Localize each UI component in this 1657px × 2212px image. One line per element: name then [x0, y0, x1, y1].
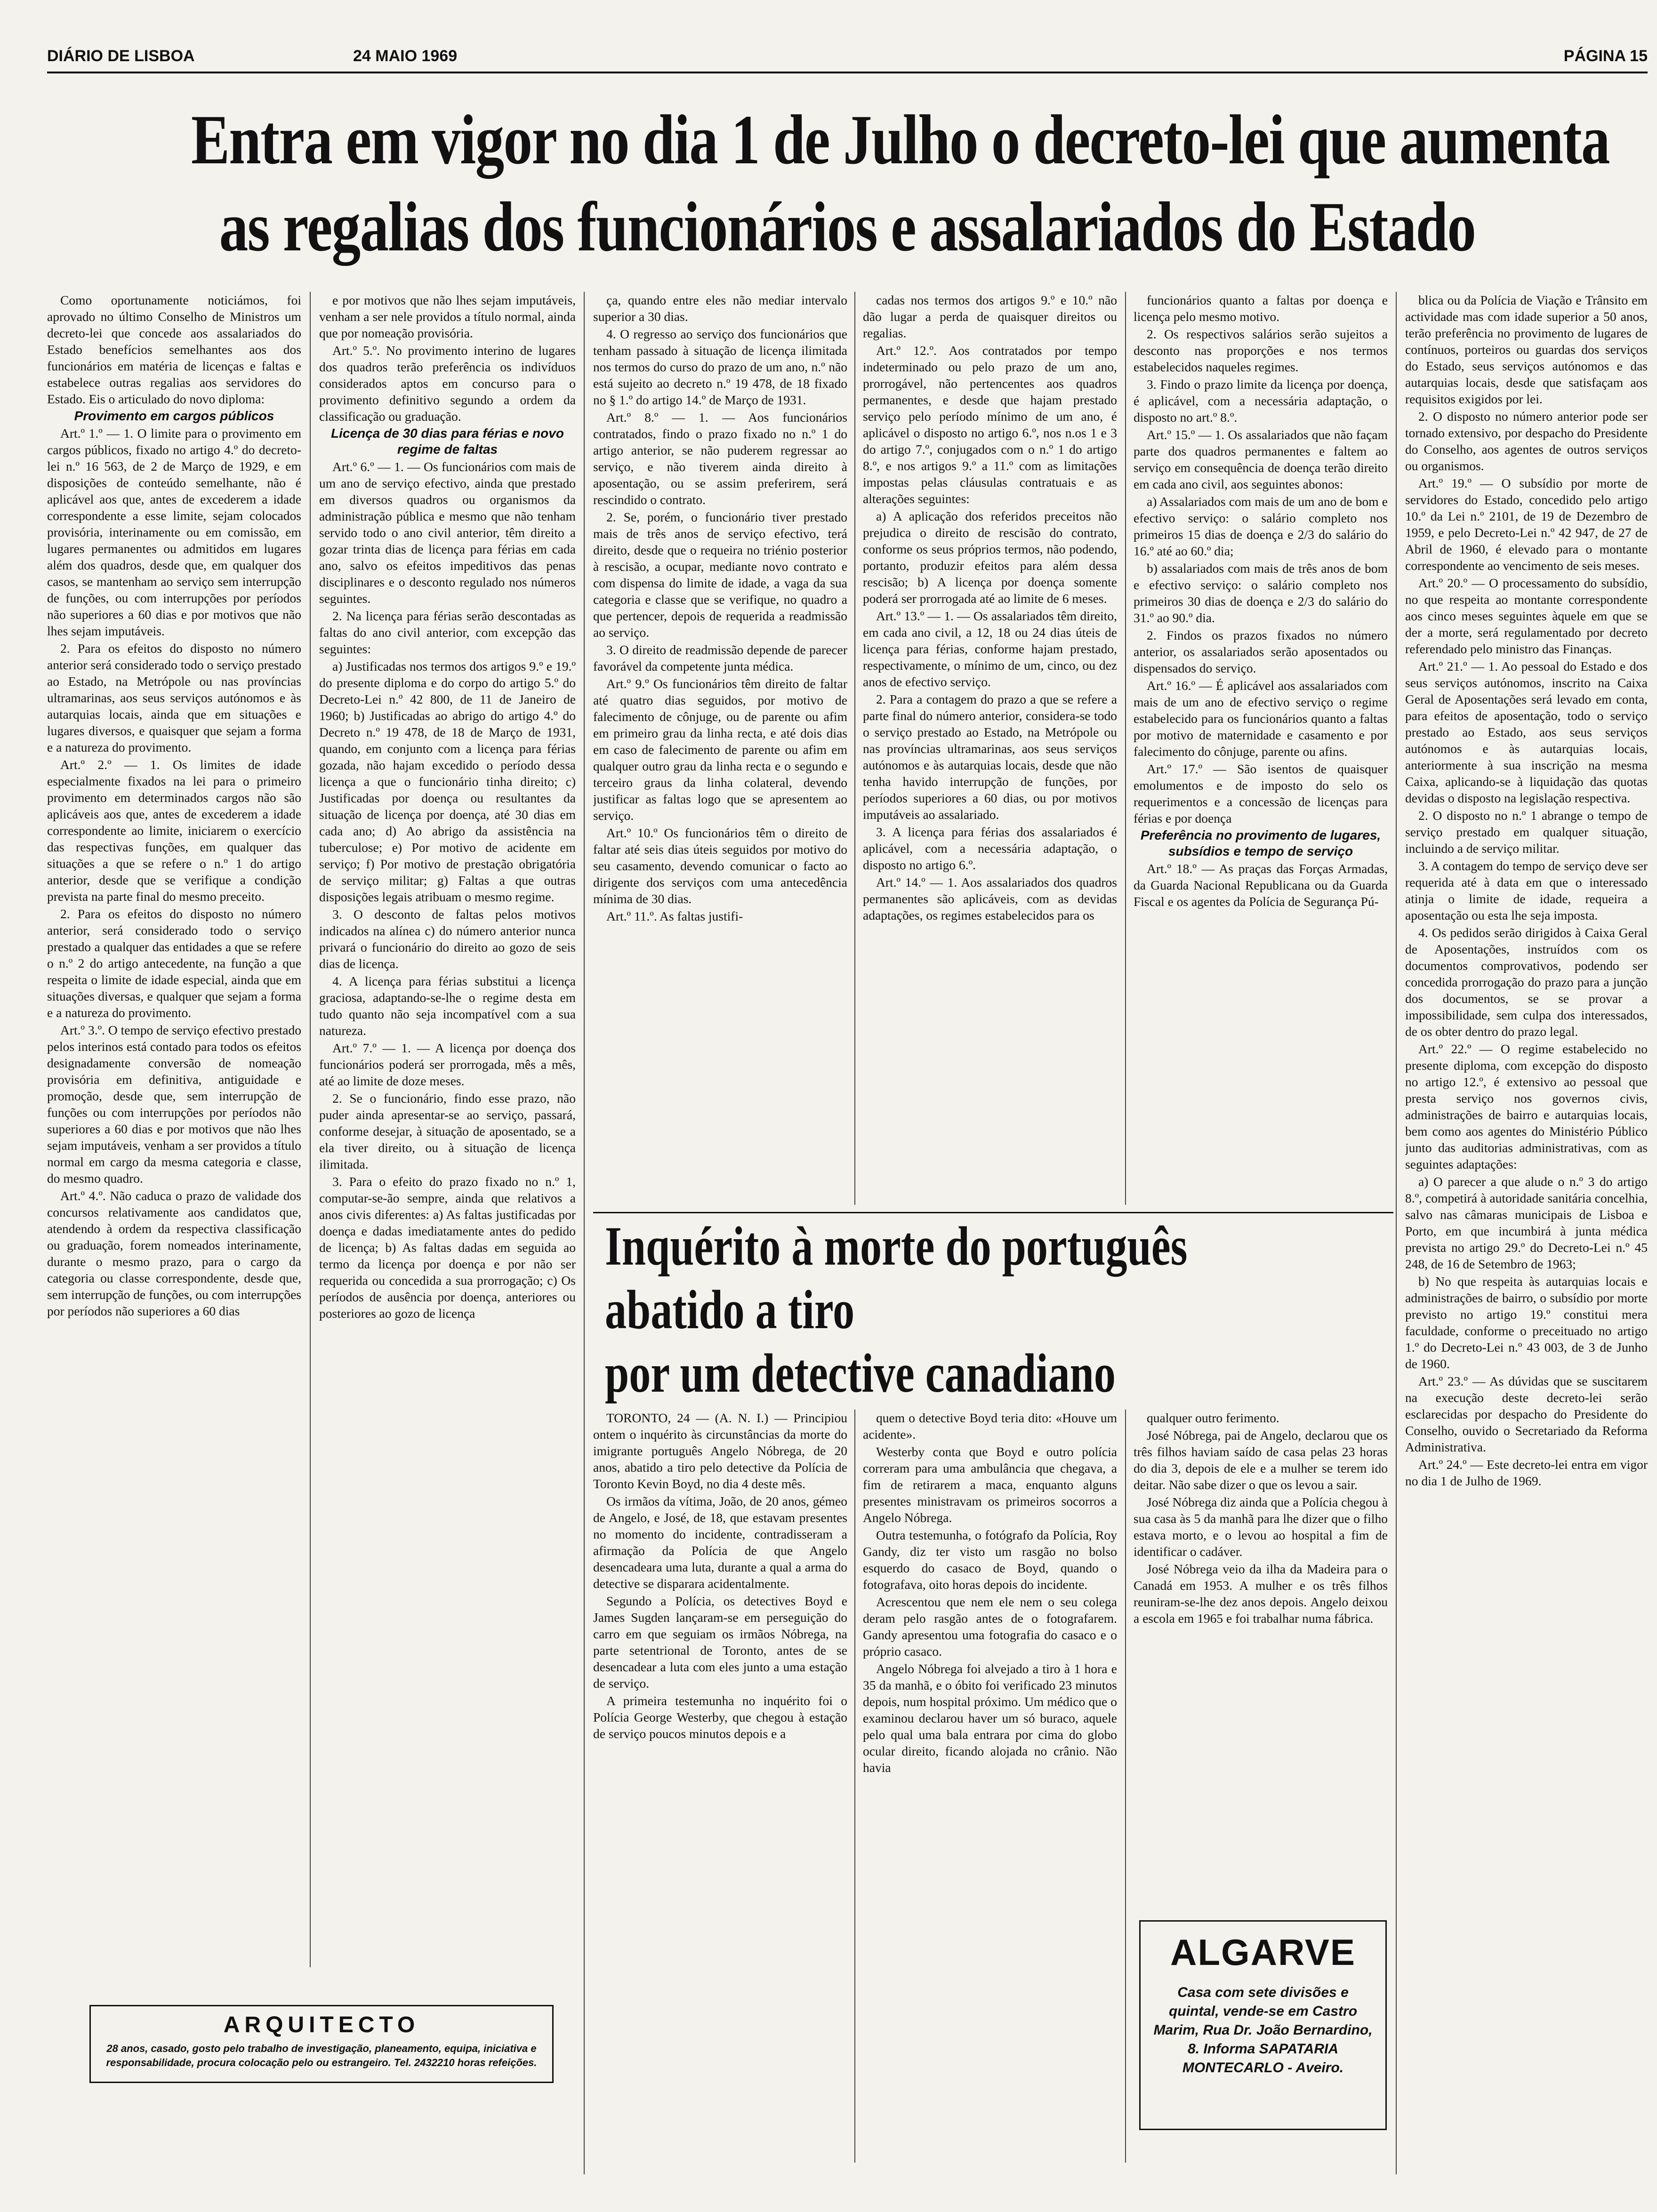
paragraph: Art.º 19.º — O subsídio por morte de servidores do Estado, concedido pelo artigo 10.º da Lei n.º 2101, de 19 de Dezembro de 1959, e pelo Decreto-Lei n.º 42 947, de 27 de Abril de 1960, é elevado para o montante correspondente ao vencimento de seis meses.: [1405, 476, 1648, 573]
paragraph: Art.º 24.º — Este decreto-lei entra em vigor no dia 1 de Julho de 1969.: [1405, 1457, 1648, 1488]
headline-line-2: as regalias dos funcionários e assalariados do Estado: [219, 188, 1476, 266]
article-column-3: [593, 292, 847, 1205]
paragraph: 3. A licença para férias dos assalariados é aplicável, com a necessária adaptação, o disposto no artigo 6.º.: [863, 825, 1117, 872]
paragraph: 2. O disposto no número anterior pode ser tornado extensivo, por despacho do Presidente do Conselho, aos agentes de outros serviços ou organismos.: [1405, 409, 1648, 473]
paragraph: Art.º 8.º — 1. — Aos funcionários contratados, findo o prazo fixado no n.º 1 do artigo anterior, se não puderem regressar ao serviço, e não tiverem ainda direito à aposentação, ou se assim preferirem, será rescindido o contrato.: [593, 410, 847, 507]
paragraph: Art.º 3.º. O tempo de serviço efectivo prestado pelos interinos está contado para todos os efeitos designadamente conversão de nomeação provisória em definitiva, antiguidade e promoção, desde que, sem interrupção de funções ou com interrupções por períodos não superiores a 60 dias e por motivos que não lhes sejam imputáveis, venham a ser providos a título normal em cargo da mesma categoria e classe, do mesmo quadro.: [47, 1023, 301, 1186]
paragraph: 2. Para os efeitos do disposto no número anterior, será considerado todo o serviço prestado a qualquer das entidades a que se refere o n.º 2 do artigo antecedente, na função a que respeita o limite de idade especial, ainda que em situações diversas, e qualquer que sejam a forma e a natureza do provimento.: [47, 906, 301, 1020]
paragraph: Como oportunamente noticiámos, foi aprovado no último Conselho de Ministros um decreto-lei que concede aos assalariados do Estado benefícios semelhantes aos dos funcionários em matéria de licenças e faltas e estabelece outras regalias aos servidores do Estado. Eis o articulado do novo diploma:: [47, 293, 301, 406]
paragraph: 3. Para o efeito do prazo fixado no n.º 1, computar-se-ão sempre, ainda que relativos a anos civis diferentes: a) As faltas justificadas por doença e dadas imediatamente antes do pedido de licença; b) As faltas dadas em seguida ao termo da licença por doença e por não ser requerida ou concedida a sua prorrogação; c) Os períodos de ausência por doença, anteriores ou posteriores ao gozo de licença: [319, 1174, 576, 1321]
paragraph: Art.º 14.º — 1. Aos assalariados dos quadros permanentes são aplicáveis, com as devidas adaptações, os regimes estabelecidos para os: [863, 875, 1117, 922]
paragraph: b) No que respeita às autarquias locais e administrações de bairro, o subsídio por morte previsto no artigo 19.º constitui mera faculdade, conforme o preceituado no artigo 1.º do Decreto-Lei n.º 43 003, de 3 de Junho de 1960.: [1405, 1274, 1648, 1371]
paragraph: 2. Na licença para férias serão descontadas as faltas do ano civil anterior, com excepção das seguintes:: [319, 609, 576, 656]
paragraph: José Nóbrega, pai de Angelo, declarou que os três filhos haviam saído de casa pelas 23 horas do dia 3, depois de ele e a mulher se terem ido deitar. Não sabe dizer o que os levou a sair.: [1134, 1428, 1388, 1492]
paragraph: 4. A licença para férias substitui a licença graciosa, adaptando-se-lhe o regime desta em tudo quanto não seja incompatível com a sua natureza.: [319, 974, 576, 1038]
article-column-6: [1405, 292, 1648, 2156]
paragraph: 4. O regresso ao serviço dos funcionários que tenham passado à situação de licença ilimitada nos termos do curso do prazo de um ano, n.º não está sujeito ao decreto n.º 19 478, de 18 fixado no § 1.º do artigo 14.º de Março de 1931.: [593, 327, 847, 407]
article-column-5: [1134, 292, 1388, 1205]
paragraph: Art.º 20.º — O processamento do subsídio, no que respeita ao montante correspondente aos cinco meses seguintes àquele em que se der a morte, será regulamentado por decreto referendado pelo ministro das Finanças.: [1405, 576, 1648, 656]
paragraph: Art.º 1.º — 1. O limite para o provimento em cargos públicos, fixado no artigo 4.º do decreto-lei n.º 16 563, de 2 de Março de 1929, e em disposições de conteúdo semelhante, não é aplicável aos que, antes de excederem a idade correspondente a esse limite, sejam colocados provisória, interinamente ou em comissão, em lugares permanentes ou admitidos em lugares além dos quadros, desde que, em qualquer dos casos, se mantenham ao serviço sem interrupção de funções, ou com interrupções por períodos não superiores a 60 dias e por motivos que não lhes sejam imputáveis.: [47, 426, 301, 638]
paragraph: Acrescentou que nem ele nem o seu colega deram pelo rasgão antes de o fotografarem. Gandy apresentou uma fotografia do casaco e o próprio casaco.: [863, 1595, 1117, 1659]
paragraph: José Nóbrega diz ainda que a Polícia chegou à sua casa às 5 da manhã para lhe dizer que o filho estava morto, e o levou ao hospital a fim de identificar o cadáver.: [1134, 1495, 1388, 1559]
paragraph: blica ou da Polícia de Viação e Trânsito em actividade mas com idade superior a 50 anos, terão preferência no provimento de lugares de contínuos, porteiros ou guardas dos serviços do Estado, seus serviços autónomos e das autarquias locais, desde que satisfaçam aos requisitos exigidos por lei.: [1405, 293, 1648, 406]
paragraph: A primeira testemunha no inquérito foi o Polícia George Westerby, que chegou à estação de serviço poucos minutos depois e a: [593, 1693, 847, 1741]
paragraph: Art.º 12.º. Aos contratados por tempo indeterminado ou pelo prazo de um ano, prorrogável, não pertencentes aos quadros permanentes, e desde que hajam prestado serviço pelo período mínimo de um ano, é aplicável o disposto no artigo 6.º, nos n.os 1 e 3 do artigo 7.º, conjugados com o n.º 1 do artigo 8.º, e nos artigos 9.º a 11.º com as limitações impostas pelas cláusulas contratuais e as alterações seguintes:: [863, 343, 1117, 506]
paragraph: 3. Findo o prazo limite da licença por doença, é aplicável, com a necessária adaptação, o disposto no art.º 8.º.: [1134, 377, 1388, 425]
column-divider: [584, 292, 585, 2174]
article-column-2: [319, 292, 576, 1996]
paragraph: Art.º 13.º — 1. — Os assalariados têm direito, em cada ano civil, a 12, 18 ou 24 dias úteis de licença para férias, conforme hajam prestado, respectivamente, o mínimo de um, cinco, ou dez anos de efectivo serviço.: [863, 609, 1117, 689]
column-divider: [1125, 1410, 1126, 2163]
paragraph: 3. O desconto de faltas pelos motivos indicados na alínea c) do número anterior nunca privará o funcionário do direito ao gozo de seis dias de licença.: [319, 907, 576, 971]
paragraph: Art.º 15.º — 1. Os assalariados que não façam parte dos quadros permanentes e faltem ao serviço em consequência de doença terão direito em cada ano civil, aos seguintes abonos:: [1134, 427, 1388, 491]
paragraph: José Nóbrega veio da ilha da Madeira para o Canadá em 1953. A mulher e os três filhos reuniram-se-lhe dez anos depois. Angelo deixou a escola em 1965 e foi trabalhar numa fábrica.: [1134, 1562, 1388, 1626]
paragraph: Art.º 18.º — As praças das Forças Armadas, da Guarda Nacional Republicana ou da Guarda Fiscal e os agentes da Polícia de Segurança Pú-: [1134, 861, 1388, 909]
paragraph: 2. Se o funcionário, findo esse prazo, não puder ainda apresentar-se ao serviço, passará, conforme desejar, à situação de aposentado, se a ela tiver direito, ou à situação de licença ilimitada.: [319, 1091, 576, 1171]
page-number: PÁGINA 15: [1563, 47, 1648, 65]
column-divider: [1396, 292, 1397, 2174]
second-article-column-3: [1134, 1410, 1388, 1927]
page-header: [47, 47, 1648, 75]
paragraph: a) A aplicação dos referidos preceitos não prejudica o direito de rescisão do contrato, conforme os seus próprios termos, não podendo, portanto, produzir efeitos para além dessa rescisão; b) A licença por doença somente poderá ser prorrogada até ao limite de 6 meses.: [863, 509, 1117, 606]
paragraph: funcionários quanto a faltas por doença e licença pelo mesmo motivo.: [1134, 293, 1388, 324]
paragraph: Art.º 9.º Os funcionários têm direito de faltar até quatro dias seguidos, por motivo de falecimento de cônjuge, ou de parente ou afim em primeiro grau da linha recta, e até dois dias em caso de falecimento de parente ou afim em qualquer outro grau da linha recta e o segundo e terceiro graus da linha colateral, devendo justificar as faltas logo que se apresentem ao serviço.: [593, 676, 847, 823]
paragraph: 3. O direito de readmissão depende de parecer favorável da competente junta médica.: [593, 642, 847, 673]
paragraph: a) Justificadas nos termos dos artigos 9.º e 19.º do presente diploma e do corpo do artigo 5.º do Decreto-Lei n.º 42 800, de 11 de Janeiro de 1960; b) Justificadas ao abrigo do artigo 4.º do Decreto n.º 19 478, de 18 de Março de 1931, quando, em conjunto com a licença para férias gozada, não hajam excedido o período dessa licença a que o funcionário tinha direito; c) Justificadas por doença ou resultantes da situação de licença por doença, até 30 dias em cada ano; d) Ao abrigo da assistência na tuberculose; e) Por motivo de acidente em serviço; f) Por motivo de prestação obrigatória de serviço militar; g) Faltas a que outras disposições legais atribuam o mesmo regime.: [319, 659, 576, 904]
paragraph: a) O parecer a que alude o n.º 3 do artigo 8.º, competirá à autoridade sanitária concelhia, salvo nas câmaras municipais de Lisboa e Porto, em que incumbirá à junta médica prevista no artigo 29.º do Decreto-Lei n.º 45 248, de 16 de Setembro de 1963;: [1405, 1174, 1648, 1271]
second-article-column-2: [863, 1410, 1117, 2165]
header-rule: [47, 72, 1648, 73]
ad-title: ARQUITECTO: [223, 2012, 420, 2037]
article-column-4: [863, 292, 1117, 1205]
paragraph: Os irmãos da vítima, João, de 20 anos, gémeo de Angelo, e José, de 18, que estavam presentes no momento do incidente, contradisseram a afirmação da Polícia de que Angelo desencadeara uma luta, durante a qual a arma do detective se disparara acidentalmente.: [593, 1494, 847, 1591]
second-headline-line-1: Inquérito à morte do português: [605, 1215, 1188, 1277]
story-separator: [593, 1212, 1393, 1213]
second-headline-line-2: abatido a tiro: [605, 1279, 855, 1340]
main-headline: [191, 96, 1609, 271]
ad-algarve: [1139, 1920, 1387, 2130]
newspaper-page: [47, 19, 1648, 2193]
second-article: [605, 1214, 1188, 1405]
article-column-1: [47, 292, 301, 1948]
paragraph: Angelo Nóbrega foi alvejado a tiro à 1 hora e 35 da manhã, e o óbito foi verificado 23 minutos depois, num hospital próximo. Um médico que o examinou declarou haver um só buraco, aquele pelo qual uma bala entrara por cima do globo ocular direito, ficando alojada no crânio. Não havia: [863, 1661, 1117, 1775]
paragraph: Segundo a Polícia, os detectives Boyd e James Sugden lançaram-se em perseguição do carro em que seguiam os irmãos Nóbrega, na parte setentrional de Toronto, antes de se desencadear a luta com eles junto a uma estação de serviço.: [593, 1594, 847, 1691]
subheading: Provimento em cargos públicos: [74, 409, 274, 423]
newspaper-name: DIÁRIO DE LISBOA: [47, 47, 195, 65]
paragraph: 2. Se, porém, o funcionário tiver prestado mais de três anos de serviço efectivo, terá direito, desde que o requeira no triénio posterior à rescisão, a ocupar, mediante novo contrato e com dispensa do limite de idade, a vaga da sua categoria e classe que se verifique, no quadro a que pertencer, depois de requerida a readmissão ao serviço.: [593, 510, 847, 640]
paragraph: cadas nos termos dos artigos 9.º e 10.º não dão lugar a perda de quaisquer direitos ou regalias.: [863, 293, 1117, 340]
headline-line-1: Entra em vigor no dia 1 de Julho o decreto-lei que aumenta: [191, 101, 1609, 179]
paragraph: ça, quando entre eles não mediar intervalo superior a 30 dias.: [593, 293, 847, 324]
paragraph: Art.º 17.º — São isentos de quaisquer emolumentos e de imposto do selo os requerimentos e a concessão de licenças para férias e por doença: [1134, 761, 1388, 825]
paragraph: Art.º 6.º — 1. — Os funcionários com mais de um ano de serviço efectivo, ainda que prestado em diversos quadros ou organismos da administração pública e mesmo que não tenham servido todo o ano civil anterior, têm direito a gozar trinta dias de licença para férias em cada ano, salvo os efeitos impeditivos das penas disciplinares e o desconto regulado nos números seguintes.: [319, 459, 576, 606]
paragraph: Art.º 2.º — 1. Os limites de idade especialmente fixados na lei para o primeiro provimento em determinados cargos não são aplicáveis aos que, antes de excederem a idade correspondente ao limite, iniciarem o exercício das respectivas funções, em qualquer das situações a que se refere o n.º 1 do artigo anterior, desde que se verifique a condição prevista na parte final do mesmo preceito.: [47, 757, 301, 904]
paragraph: Outra testemunha, o fotógrafo da Polícia, Roy Gandy, diz ter visto um rasgão no bolso esquerdo do casaco de Boyd, quando o fotografava, oito horas depois do incidente.: [863, 1528, 1117, 1592]
paragraph: TORONTO, 24 — (A. N. I.) — Principiou ontem o inquérito às circunstâncias da morte do imigrante português Angelo Nóbrega, de 20 anos, abatido a tiro pelo detective da Polícia de Toronto Kevin Boyd, no dia 4 deste mês.: [593, 1411, 847, 1491]
paragraph: Art.º 22.º — O regime estabelecido no presente diploma, com excepção do disposto no artigo 12.º, é extensivo ao pessoal que presta serviço nos governos civis, administrações de bairro e autarquias locais, bem como aos agentes do Ministério Público junto das auditorias administrativas, com as seguintes adaptações:: [1405, 1042, 1648, 1171]
paragraph: e por motivos que não lhes sejam imputáveis, venham a ser nele providos a título normal, ainda que por nomeação provisória.: [319, 293, 576, 340]
column-divider: [310, 292, 311, 1967]
subheading: Preferência no provimento de lugares, subsídios e tempo de serviço: [1140, 828, 1381, 858]
issue-date: 24 MAIO 1969: [353, 47, 458, 65]
ad-title: ALGARVE: [1170, 1931, 1356, 1973]
paragraph: Westerby conta que Boyd e outro polícia correram para uma ambulância que chegava, a fim de retirarem a maca, enquanto alguns presentes ministravam os primeiros socorros a Angelo Nóbrega.: [863, 1444, 1117, 1525]
paragraph: quem o detective Boyd teria dito: «Houve um acidente».: [863, 1411, 1117, 1442]
column-divider: [854, 1410, 855, 2163]
paragraph: 2. Para a contagem do prazo a que se refere a parte final do número anterior, considera-se todo o serviço prestado ao Estado, na Metrópole ou nas províncias ultramarinas, aos seus serviços autónomos e às autarquias locais, desde que não tenha havido interrupção de funções, por períodos superiores a 60 dias, ou por motivos imputáveis ao assalariado.: [863, 692, 1117, 822]
column-divider: [854, 292, 855, 1205]
paragraph: Art.º 4.º. Não caduca o prazo de validade dos concursos relativamente aos candidatos que, atendendo à ordem da respectiva classificação ou graduação, forem nomeados interinamente, durante o mesmo prazo, para o cargo da categoria ou classe correspondente, desde que, sem interrupção de funções, ou com interrupções por períodos não superiores a 60 dias: [47, 1188, 301, 1318]
paragraph: a) Assalariados com mais de um ano de bom e efectivo serviço: o salário completo nos primeiros 15 dias de doença e 2/3 do salário do 16.º até ao 60.º dia;: [1134, 494, 1388, 558]
paragraph: 2. Para os efeitos do disposto no número anterior será considerado todo o serviço prestado ao Estado, na Metrópole ou nas províncias ultramarinas, aos seus serviços autónomos e às autarquias locais, ainda que em situações e lugares diversos, e quaisquer que sejam a forma e a natureza do provimento.: [47, 641, 301, 754]
paragraph: Art.º 21.º — 1. Ao pessoal do Estado e dos seus serviços autónomos, inscrito na Caixa Geral de Aposentações será levado em conta, para efeitos de aposentação, todo o serviço prestado ao Estado, aos seus serviços autónomos e às autarquias locais, anteriormente à sua inscrição na mesma Caixa, aplicando-se à liquidação das quotas devidas o disposto na legislação respectiva.: [1405, 659, 1648, 805]
paragraph: Art.º 10.º Os funcionários têm o direito de faltar até seis dias úteis seguidos por motivo do seu casamento, devendo comunicar o facto ao dirigente dos serviços com uma antecedência mínima de 30 dias.: [593, 825, 847, 906]
paragraph: 4. Os pedidos serão dirigidos à Caixa Geral de Aposentações, instruídos com os documentos comprovativos, podendo ser concedida prorrogação do prazo para a junção dos documentos, se se provar a impossibilidade, sem culpa dos interessados, de os obter dentro do prazo legal.: [1405, 925, 1648, 1039]
second-article-column-1: [593, 1410, 847, 2165]
paragraph: Art.º 23.º — As dúvidas que se suscitarem na execução deste decreto-lei serão esclarecidas por despacho do Presidente do Conselho, ouvido o Secretariado da Reforma Administrativa.: [1405, 1374, 1648, 1454]
ad-body: 28 anos, casado, gosto pelo trabalho de investigação, planeamento, equipa, iniciativa e responsabilidade, procura colocação pelo ou estrangeiro. Tel. 2432210 horas refeições.: [106, 2043, 537, 2068]
paragraph: Art.º 16.º — É aplicável aos assalariados com mais de um ano de efectivo serviço o regime estabelecido para os funcionários quanto a faltas por motivo de maternidade e casamento e por falecimento do cônjuge, parente ou afins.: [1134, 678, 1388, 759]
paragraph: Art.º 5.º. No provimento interino de lugares dos quadros terão preferência os indivíduos considerados aptos em concurso para o provimento definitivo segundo a ordem da classificação ou graduação.: [319, 343, 576, 424]
second-headline-line-3: por um detective canadiano: [605, 1342, 1116, 1404]
paragraph: Art.º 11.º. As faltas justifi-: [606, 909, 743, 923]
paragraph: 2. Os respectivos salários serão sujeitos a desconto nas proporções e nos termos estabelecidos naqueles regimes.: [1134, 327, 1388, 374]
paragraph: 2. Findos os prazos fixados no número anterior, os assalariados serão aposentados ou dispensados do serviço.: [1134, 628, 1388, 675]
paragraph: Art.º 7.º — 1. — A licença por doença dos funcionários poderá ser prorrogada, mês a mês, até ao limite de doze meses.: [319, 1041, 576, 1088]
paragraph: 2. O disposto no n.º 1 abrange o tempo de serviço prestado em qualquer situação, incluindo a de serviço militar.: [1405, 808, 1648, 856]
ad-arquitecto: [89, 2005, 554, 2083]
paragraph: b) assalariados com mais de três anos de bom e efectivo serviço: o salário completo nos primeiros 30 dias de doença e 2/3 do salário do 31.º ao 90.º dia.: [1134, 561, 1388, 625]
paragraph: 3. A contagem do tempo de serviço deve ser requerida até à data em que o interessado atinja o limite de idade, requeira a aposentação ou esta lhe seja imposta.: [1405, 858, 1648, 922]
ad-body: Casa com sete divisões e quintal, vende-se em Castro Marim, Rua Dr. João Bernardino, 8. Informa SAPATARIA MONTECARLO - Aveiro.: [1153, 1985, 1373, 2076]
column-divider: [1125, 292, 1126, 1205]
subheading: Licença de 30 dias para férias e novo regime de faltas: [331, 426, 564, 457]
paragraph: qualquer outro ferimento.: [1147, 1411, 1279, 1425]
